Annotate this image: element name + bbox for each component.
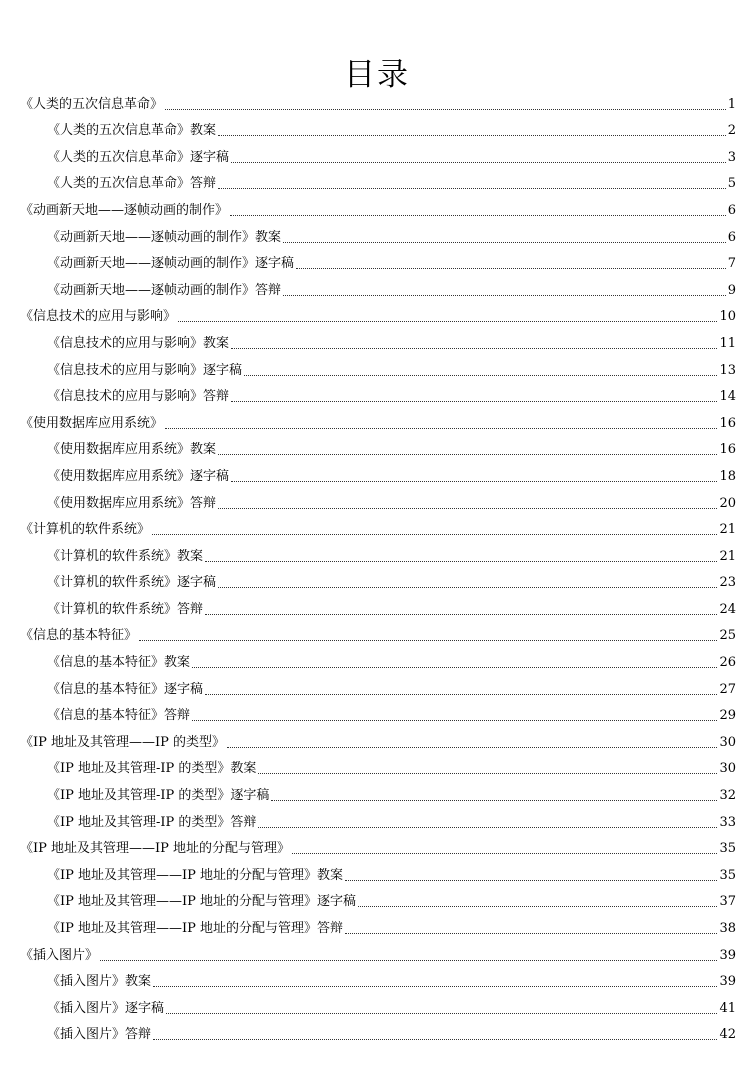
toc-dot-leader [165,109,726,110]
toc-sub-entry[interactable] [20,884,736,911]
toc-page-number: 35 [719,841,736,857]
toc-dot-leader [258,773,717,774]
toc-chapter-entry[interactable] [20,405,736,432]
toc-entry-text: 《IP 地址及其管理——IP 地址的分配与管理》教案 [47,867,344,883]
toc-sub-entry[interactable] [20,751,736,778]
toc-dot-leader [244,375,717,376]
toc-entry-text: 《人类的五次信息革命》答辩 [47,176,217,192]
toc-sub-entry[interactable] [20,565,736,592]
toc-page-number: 29 [719,708,736,724]
toc-entry-text: 《使用数据库应用系统》逐字稿 [47,468,230,484]
toc-dot-leader [165,428,717,429]
toc-dot-leader [205,614,717,615]
toc-page-number: 30 [719,761,736,777]
toc-page-number: 9 [727,282,736,298]
toc-page-number: 11 [719,335,736,351]
toc-dot-leader [100,960,717,961]
toc-sub-entry[interactable] [20,458,736,485]
toc-sub-entry[interactable] [20,910,736,937]
toc-dot-leader [283,295,726,296]
toc-entry-text: 《信息技术的应用与影响》答辩 [47,389,230,405]
toc-dot-leader [153,986,717,987]
toc-entry-text: 《插入图片》答辩 [47,1027,152,1043]
toc-entry-text: 《人类的五次信息革命》逐字稿 [47,149,230,165]
toc-dot-leader [227,747,717,748]
toc-entry-text: 《使用数据库应用系统》答辩 [47,495,217,511]
toc-sub-entry[interactable] [20,964,736,991]
toc-page-number: 14 [719,389,736,405]
toc-page-number: 10 [719,309,736,325]
toc-entry-text: 《计算机的软件系统》答辩 [47,601,204,617]
toc-page-number: 25 [719,628,736,644]
toc-dot-leader [292,853,717,854]
toc-entry-text: 《IP 地址及其管理-IP 的类型》逐字稿 [47,788,270,804]
toc-chapter-entry[interactable] [20,831,736,858]
toc-dot-leader [283,242,726,243]
toc-page-number: 13 [719,362,736,378]
toc-sub-entry[interactable] [20,113,736,140]
toc-dot-leader [231,401,717,402]
toc-chapter-entry[interactable] [20,512,736,539]
toc-entry-text: 《插入图片》 [20,947,99,963]
toc-dot-leader [358,906,717,907]
toc-dot-leader [345,933,717,934]
toc-sub-entry[interactable] [20,325,736,352]
toc-page-number: 26 [719,655,736,671]
toc-sub-entry[interactable] [20,990,736,1017]
toc-dot-leader [218,454,717,455]
toc-sub-entry[interactable] [20,804,736,831]
toc-entry-text: 《动画新天地——逐帧动画的制作》答辩 [47,282,282,298]
toc-page-number: 6 [727,202,736,218]
toc-entry-text: 《计算机的软件系统》教案 [47,548,204,564]
toc-page-number: 35 [719,867,736,883]
toc-page-number: 42 [719,1027,736,1043]
toc-sub-entry[interactable] [20,777,736,804]
toc-dot-leader [205,561,717,562]
toc-page-number: 6 [727,229,736,245]
toc-dot-leader [153,1039,717,1040]
toc-dot-leader [218,508,717,509]
toc-chapter-entry[interactable] [20,86,736,113]
toc-page-number: 16 [719,442,736,458]
toc-dot-leader [152,534,717,535]
toc-page-number: 39 [719,974,736,990]
toc-page-number: 41 [719,1000,736,1016]
toc-dot-leader [345,880,717,881]
toc-entry-text: 《人类的五次信息革命》教案 [47,123,217,139]
toc-dot-leader [205,694,717,695]
toc-page-number: 20 [719,495,736,511]
toc-page-number: 38 [719,921,736,936]
toc-entry-text: 《人类的五次信息革命》 [20,96,164,112]
toc-sub-entry[interactable] [20,1017,736,1044]
toc-page-number: 7 [727,256,736,272]
toc-entry-text: 《IP 地址及其管理-IP 的类型》答辩 [47,814,257,830]
toc-sub-entry[interactable] [20,644,736,671]
toc-sub-entry[interactable] [20,698,736,725]
toc-dot-leader [139,640,717,641]
toc-chapter-entry[interactable] [20,299,736,326]
toc-dot-leader [178,321,717,322]
toc-entry-text: 《IP 地址及其管理——IP 地址的分配与管理》逐字稿 [47,894,357,910]
toc-sub-entry[interactable] [20,671,736,698]
toc-sub-entry[interactable] [20,538,736,565]
toc-page-number: 5 [727,176,736,192]
toc-page-number: 23 [719,575,736,591]
toc-sub-entry[interactable] [20,139,736,166]
toc-page-number: 37 [719,894,736,910]
toc-entry-text: 《计算机的软件系统》 [20,522,151,538]
toc-page-number: 30 [719,734,736,750]
toc-entry-text: 《信息的基本特征》 [20,628,138,644]
toc-entry-text: 《信息的基本特征》教案 [47,655,191,671]
toc-sub-entry[interactable] [20,246,736,273]
toc-sub-entry[interactable] [20,591,736,618]
toc-chapter-entry[interactable] [20,192,736,219]
toc-entry-text: 《信息技术的应用与影响》教案 [47,335,230,351]
toc-dot-leader [258,827,717,828]
toc-dot-leader [296,268,726,269]
toc-page-number: 1 [727,96,736,112]
toc-page-number: 3 [727,149,736,165]
toc-dot-leader [231,348,717,349]
toc-sub-entry[interactable] [20,485,736,512]
toc-dot-leader [218,135,726,136]
toc-dot-leader [218,188,726,189]
toc-entry-text: 《计算机的软件系统》逐字稿 [47,575,217,591]
toc-sub-entry[interactable] [20,272,736,299]
toc-page-number: 24 [719,601,736,617]
toc-entry-text: 《动画新天地——逐帧动画的制作》教案 [47,229,282,245]
toc-dot-leader [166,1013,717,1014]
toc-page-number: 21 [719,522,736,538]
toc-chapter-entry[interactable] [20,618,736,645]
toc-entry-text: 《插入图片》逐字稿 [47,1000,165,1016]
toc-entry-text: 《IP 地址及其管理-IP 的类型》教案 [47,761,257,777]
toc-entry-text: 《动画新天地——逐帧动画的制作》 [20,202,229,218]
toc-page-number: 2 [727,123,736,139]
toc-sub-entry[interactable] [20,166,736,193]
toc-entry-text: 《IP 地址及其管理——IP 地址的分配与管理》 [20,841,291,857]
toc-sub-entry[interactable] [20,219,736,246]
toc-page-number: 18 [719,468,736,484]
toc-entry-text: 《信息的基本特征》逐字稿 [47,681,204,697]
toc-entry-text: 《信息的基本特征》答辩 [47,708,191,724]
toc-entry-text: 《使用数据库应用系统》教案 [47,442,217,458]
toc-entry-text: 《使用数据库应用系统》 [20,415,164,431]
toc-entry-text: 《动画新天地——逐帧动画的制作》逐字稿 [47,256,295,272]
toc-entry-text: 《信息技术的应用与影响》逐字稿 [47,362,243,378]
toc-entry-text: 《IP 地址及其管理——IP 地址的分配与管理》答辩 [47,921,344,936]
toc-page-number: 27 [719,681,736,697]
toc-page-number: 16 [719,415,736,431]
toc-sub-entry[interactable] [20,352,736,379]
toc-dot-leader [192,667,717,668]
toc-page-number: 39 [719,947,736,963]
toc-dot-leader [231,162,726,163]
toc-dot-leader [218,587,717,588]
toc-entry-text: 《插入图片》教案 [47,974,152,990]
toc-chapter-entry[interactable] [20,937,736,964]
toc-dot-leader [231,481,717,482]
page-title: 目录 [344,56,410,93]
toc-sub-entry[interactable] [20,432,736,459]
toc-dot-leader [271,800,717,801]
toc-chapter-entry[interactable] [20,724,736,751]
toc-page-number: 32 [719,788,736,804]
toc-page-number: 33 [719,814,736,830]
toc-page-number: 21 [719,548,736,564]
toc-entry-text: 《IP 地址及其管理——IP 的类型》 [20,734,226,750]
toc-dot-leader [192,720,717,721]
toc-entry-text: 《信息技术的应用与影响》 [20,309,177,325]
table-of-contents [20,86,736,1043]
toc-dot-leader [230,215,726,216]
toc-sub-entry[interactable] [20,379,736,406]
toc-sub-entry[interactable] [20,857,736,884]
